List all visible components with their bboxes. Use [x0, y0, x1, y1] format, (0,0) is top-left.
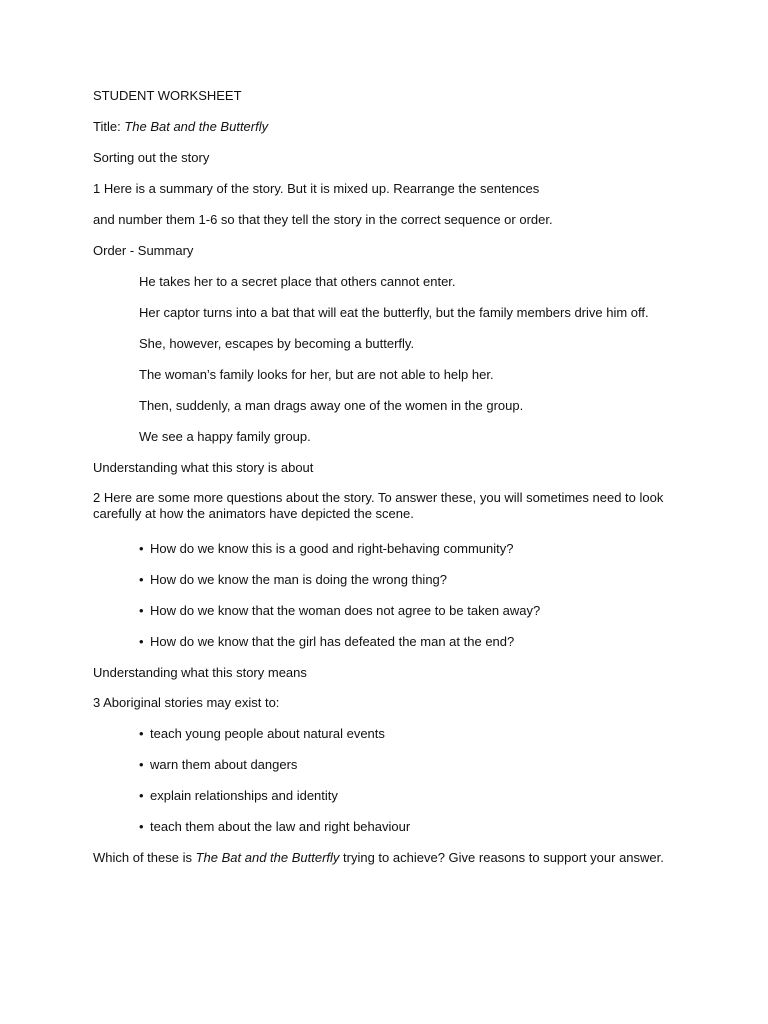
q2-text: 2 Here are some more questions about the story. To answer these, you will sometimes need to look carefully at how the animators have depicted the scene.: [93, 490, 664, 521]
section3-heading: Understanding what this story means: [93, 665, 307, 680]
bullet-icon: [139, 572, 150, 587]
bullet-icon: [139, 757, 150, 772]
q2-bullet-text: How do we know that the girl has defeated the man at the end?: [150, 634, 515, 649]
title-label: Title:: [93, 119, 125, 134]
summary-item: Her captor turns into a bat that will eat the butterfly, but the family members drive him off.: [139, 305, 649, 320]
q2-bullet: [139, 572, 447, 588]
order-heading: Order - Summary: [93, 243, 194, 258]
bullet-icon: [139, 634, 150, 649]
bullet-icon: [139, 819, 150, 834]
q2-bullet: [139, 541, 513, 557]
worksheet-heading: STUDENT WORKSHEET: [93, 88, 242, 103]
summary-item: The woman’s family looks for her, but are not able to help her.: [139, 367, 494, 382]
bullet-icon: [139, 541, 150, 556]
q3-bullet: [139, 726, 385, 742]
bullet-icon: [139, 726, 150, 741]
section2-heading: Understanding what this story is about: [93, 460, 314, 475]
summary-item: We see a happy family group.: [139, 429, 311, 444]
title-value: The Bat and the Butterfly: [124, 119, 269, 134]
q3-bullet-text: teach young people about natural events: [150, 726, 385, 741]
final-prefix: Which of these is: [93, 850, 196, 865]
section1-heading: Sorting out the story: [93, 150, 210, 165]
q2-bullet: [139, 603, 540, 619]
q2-bullet: [139, 634, 514, 650]
q3-bullet-text: explain relationships and identity: [150, 788, 338, 803]
summary-item: Then, suddenly, a man drags away one of the women in the group.: [139, 398, 524, 413]
q3-bullet: [139, 819, 410, 835]
q1-line2: and number them 1-6 so that they tell the story in the correct sequence or order.: [93, 212, 553, 227]
q2-bullet-text: How do we know this is a good and right-behaving community?: [150, 541, 514, 556]
final-question: [93, 850, 664, 866]
final-title: The Bat and the Butterfly: [195, 850, 340, 865]
summary-item: He takes her to a secret place that others cannot enter.: [139, 274, 456, 289]
q3-bullet-text: warn them about dangers: [150, 757, 298, 772]
q3-intro: 3 Aboriginal stories may exist to:: [93, 695, 280, 710]
title-line: [93, 119, 268, 135]
q1-line1: 1 Here is a summary of the story. But it is mixed up. Rearrange the sentences: [93, 181, 540, 196]
bullet-icon: [139, 603, 150, 618]
q3-bullet: [139, 757, 297, 773]
final-suffix: trying to achieve? Give reasons to support your answer.: [339, 850, 664, 865]
q2-bullet-text: How do we know the man is doing the wrong thing?: [150, 572, 448, 587]
bullet-icon: [139, 788, 150, 803]
summary-item: She, however, escapes by becoming a butterfly.: [139, 336, 415, 351]
q3-bullet: [139, 788, 338, 804]
q2-bullet-text: How do we know that the woman does not agree to be taken away?: [150, 603, 541, 618]
q3-bullet-text: teach them about the law and right behaviour: [150, 819, 411, 834]
